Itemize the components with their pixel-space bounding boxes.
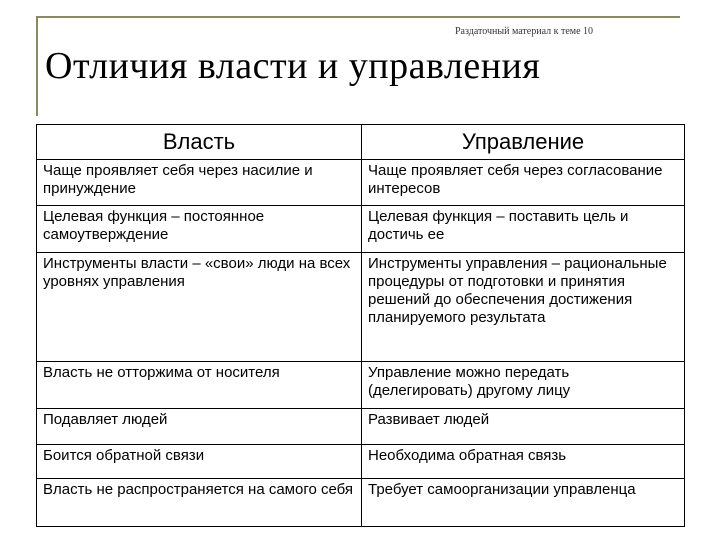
table-cell-power: Чаще проявляет себя через насилие и принуждение: [37, 160, 362, 206]
decorative-frame-horizontal: [36, 16, 680, 18]
table-cell-management: Управление можно передать (делегировать) другому лицу: [362, 362, 685, 409]
table-header-row: [37, 125, 685, 160]
table-row: [37, 479, 685, 527]
table-cell-power: Власть не распространяется на самого себя: [37, 479, 362, 527]
page-title: Отличия власти и управления: [45, 45, 541, 87]
table-cell-management: Требует самоорганизации управленца: [362, 479, 685, 527]
table-cell-power: Инструменты власти – «свои» люди на всех уровнях управления: [37, 253, 362, 362]
table-row: [37, 409, 685, 445]
table-row: [37, 445, 685, 479]
table-cell-power: Подавляет людей: [37, 409, 362, 445]
table-cell-power: Целевая функция – постоянное самоутверждение: [37, 206, 362, 253]
comparison-table: [36, 124, 685, 527]
table-row: [37, 253, 685, 362]
table-row: [37, 160, 685, 206]
table-row: [37, 206, 685, 253]
table-cell-power: Боится обратной связи: [37, 445, 362, 479]
table-cell-management: Чаще проявляет себя через согласование интересов: [362, 160, 685, 206]
table-cell-power: Власть не отторжима от носителя: [37, 362, 362, 409]
table-cell-management: Необходима обратная связь: [362, 445, 685, 479]
column-header-management: Управление: [362, 125, 685, 160]
table-row: [37, 362, 685, 409]
column-header-power: Власть: [37, 125, 362, 160]
handout-subtitle: Раздаточный материал к теме 10: [455, 26, 594, 37]
decorative-frame-vertical: [36, 16, 38, 116]
table-cell-management: Развивает людей: [362, 409, 685, 445]
table-cell-management: Инструменты управления – рациональные процедуры от подготовки и принятия решений до обеспечения достижения планируемого результата: [362, 253, 685, 362]
table-cell-management: Целевая функция – поставить цель и достичь ее: [362, 206, 685, 253]
